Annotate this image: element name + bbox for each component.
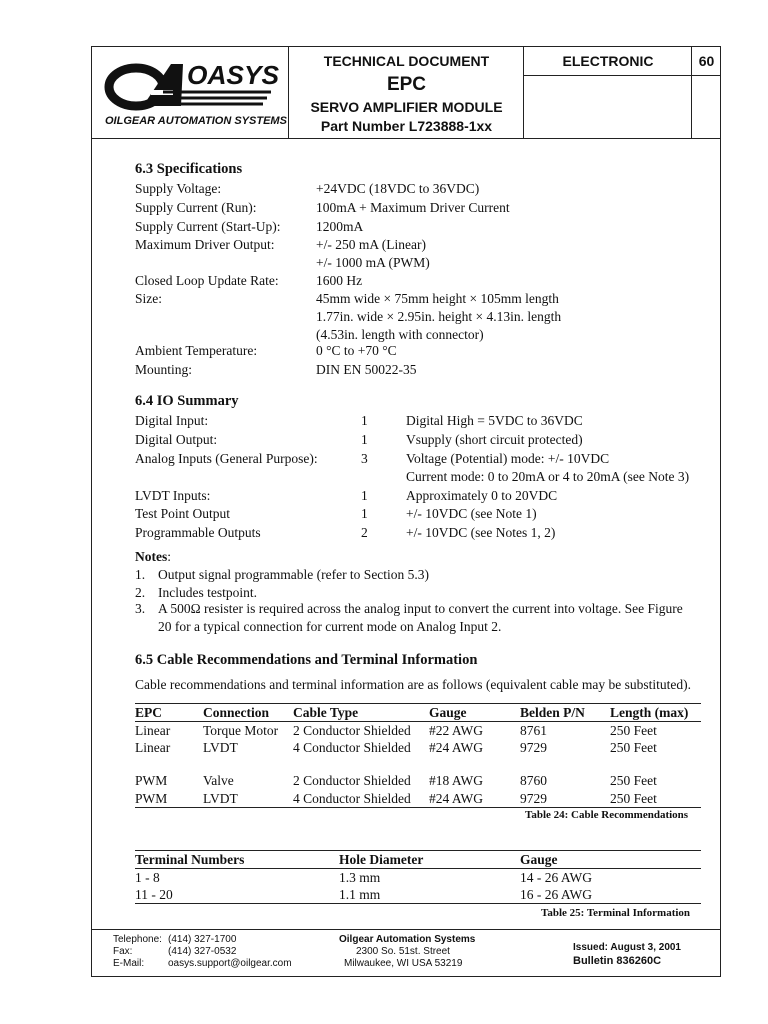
category-label: ELECTRONIC xyxy=(524,46,692,76)
io-count: 2 xyxy=(361,525,368,540)
cable-cell: 2 Conductor Shielded xyxy=(293,723,411,738)
spec-value: +/- 1000 mA (PWM) xyxy=(316,255,430,270)
terminal-table-header-rule xyxy=(135,868,701,869)
cable-cell: 250 Feet xyxy=(610,791,657,806)
cable-cell: #24 AWG xyxy=(429,791,484,806)
terminal-column-header: Terminal Numbers xyxy=(135,852,245,867)
notes-title-colon: : xyxy=(167,549,172,564)
note-text: A 500Ω resister is required across the analog input to convert the current into voltage. See Figure xyxy=(158,601,683,616)
io-count: 1 xyxy=(361,488,368,503)
cable-heading: 6.5 Cable Recommendations and Terminal Information xyxy=(135,652,478,668)
terminal-cell: 1.1 mm xyxy=(339,887,381,902)
io-desc: Approximately 0 to 20VDC xyxy=(406,488,558,503)
notes-title-text: Notes xyxy=(135,549,168,564)
cable-column-header: Belden P/N xyxy=(520,705,585,720)
io-label: Test Point Output xyxy=(135,506,231,521)
terminal-column-header: Hole Diameter xyxy=(339,852,424,867)
page-number: 60 xyxy=(692,46,721,76)
logo-wordmark: OASYS xyxy=(187,60,280,90)
notes-title xyxy=(135,548,171,566)
spec-label: Supply Current (Run): xyxy=(135,200,257,215)
io-desc: +/- 10VDC (see Note 1) xyxy=(406,506,537,521)
note-number: 2. xyxy=(135,585,146,600)
footer-email: oasys.support@oilgear.com xyxy=(168,958,292,969)
spec-label: Closed Loop Update Rate: xyxy=(135,273,279,288)
cable-cell: 2 Conductor Shielded xyxy=(293,773,411,788)
cable-cell: 4 Conductor Shielded xyxy=(293,740,411,755)
footer-fax-label: Fax: xyxy=(113,946,133,957)
cable-cell: PWM xyxy=(135,791,168,806)
spec-value: 1600 Hz xyxy=(316,273,363,288)
cable-column-header: Cable Type xyxy=(293,705,359,720)
cable-cell: PWM xyxy=(135,773,168,788)
note-text: Includes testpoint. xyxy=(158,585,257,600)
io-label: Analog Inputs (General Purpose): xyxy=(135,451,318,466)
io-desc: Current mode: 0 to 20mA or 4 to 20mA (see Note 3) xyxy=(406,469,690,484)
spec-label: Supply Current (Start-Up): xyxy=(135,219,281,234)
cable-cell: #24 AWG xyxy=(429,740,484,755)
terminal-cell: 11 - 20 xyxy=(135,887,173,902)
io-count: 1 xyxy=(361,413,368,428)
cable-cell: #22 AWG xyxy=(429,723,484,738)
io-desc: Digital High = 5VDC to 36VDC xyxy=(406,413,583,428)
spec-label: Size: xyxy=(135,291,162,306)
category-cell xyxy=(524,46,692,139)
io-desc: Voltage (Potential) mode: +/- 10VDC xyxy=(406,451,610,466)
footer-company: Oilgear Automation Systems xyxy=(339,934,476,945)
note-text: 20 for a typical connection for current mode on Analog Input 2. xyxy=(158,619,502,634)
spec-label: Mounting: xyxy=(135,362,193,377)
logo-subtitle: OILGEAR AUTOMATION SYSTEMS xyxy=(105,115,287,127)
spec-value: DIN EN 50022-35 xyxy=(316,362,417,377)
io-label: Programmable Outputs xyxy=(135,525,261,540)
footer-tel: (414) 327-1700 xyxy=(168,934,237,945)
spec-value: +/- 250 mA (Linear) xyxy=(316,237,426,252)
footer-divider xyxy=(91,929,721,930)
cable-cell: LVDT xyxy=(203,791,238,806)
spec-value: 45mm wide × 75mm height × 105mm length xyxy=(316,291,559,306)
spec-label: Maximum Driver Output: xyxy=(135,237,275,252)
spec-heading: 6.3 Specifications xyxy=(135,161,243,177)
footer-city: Milwaukee, WI USA 53219 xyxy=(344,958,463,969)
footer-fax: (414) 327-0532 xyxy=(168,946,237,957)
cable-cell: Valve xyxy=(203,773,234,788)
footer-issued: Issued: August 3, 2001 xyxy=(573,942,681,953)
io-label: LVDT Inputs: xyxy=(135,488,211,503)
spec-label: Ambient Temperature: xyxy=(135,343,258,358)
cable-intro: Cable recommendations and terminal information are as follows (equivalent cable may be substituted). xyxy=(135,677,691,692)
document-header xyxy=(91,46,721,139)
io-desc: +/- 10VDC (see Notes 1, 2) xyxy=(406,525,556,540)
footer-tel-label: Telephone: xyxy=(113,934,162,945)
spec-value: 1.77in. wide × 2.95in. height × 4.13in. length xyxy=(316,309,562,324)
footer-street: 2300 So. 51st. Street xyxy=(356,946,450,957)
oasys-logo xyxy=(91,46,289,139)
cable-cell: #18 AWG xyxy=(429,773,484,788)
spec-value: 100mA + Maximum Driver Current xyxy=(316,200,510,215)
io-label: Digital Input: xyxy=(135,413,209,428)
terminal-caption: Table 25: Terminal Information xyxy=(541,907,691,919)
spec-value: +24VDC (18VDC to 36VDC) xyxy=(316,181,480,196)
cable-column-header: Length (max) xyxy=(610,705,689,720)
cable-cell: 9729 xyxy=(520,791,547,806)
terminal-column-header: Gauge xyxy=(520,852,558,867)
io-count: 1 xyxy=(361,506,368,521)
cable-cell: Linear xyxy=(135,740,171,755)
io-heading: 6.4 IO Summary xyxy=(135,393,239,409)
logo-cell xyxy=(91,46,289,139)
doc-type: TECHNICAL DOCUMENT xyxy=(323,53,490,69)
note-text: Output signal programmable (refer to Section 5.3) xyxy=(158,567,430,582)
module-name: SERVO AMPLIFIER MODULE xyxy=(310,99,503,115)
cable-cell: 250 Feet xyxy=(610,740,657,755)
spec-label: Supply Voltage: xyxy=(135,181,222,196)
terminal-cell: 1 - 8 xyxy=(135,870,160,885)
cable-column-header: EPC xyxy=(135,705,162,720)
io-count: 1 xyxy=(361,432,368,447)
title-cell xyxy=(289,46,524,139)
io-label: Digital Output: xyxy=(135,432,218,447)
cable-cell: 8761 xyxy=(520,723,547,738)
note-number: 3. xyxy=(135,601,146,616)
cable-cell: 4 Conductor Shielded xyxy=(293,791,411,806)
cable-cell: 250 Feet xyxy=(610,773,657,788)
spec-value: 1200mA xyxy=(316,219,364,234)
spec-value: (4.53in. length with connector) xyxy=(316,327,484,342)
cable-column-header: Connection xyxy=(203,705,270,720)
cable-cell: LVDT xyxy=(203,740,238,755)
spec-value: 0 °C to +70 °C xyxy=(316,343,397,358)
note-number: 1. xyxy=(135,567,146,582)
header-divider xyxy=(91,138,721,139)
part-number: Part Number L723888-1xx xyxy=(320,118,493,134)
cable-cell: 8760 xyxy=(520,773,547,788)
terminal-cell: 1.3 mm xyxy=(339,870,381,885)
product-name: EPC xyxy=(386,74,427,95)
cable-caption: Table 24: Cable Recommendations xyxy=(525,809,689,821)
io-desc: Vsupply (short circuit protected) xyxy=(406,432,583,447)
io-count: 3 xyxy=(361,451,368,466)
cable-cell: 9729 xyxy=(520,740,547,755)
cable-cell: Torque Motor xyxy=(203,723,279,738)
cable-cell: 250 Feet xyxy=(610,723,657,738)
terminal-cell: 16 - 26 AWG xyxy=(520,887,593,902)
footer-email-label: E-Mail: xyxy=(113,958,145,969)
footer-bulletin: Bulletin 836260C xyxy=(573,955,662,967)
terminal-cell: 14 - 26 AWG xyxy=(520,870,593,885)
cable-column-header: Gauge xyxy=(429,705,467,720)
cable-cell: Linear xyxy=(135,723,171,738)
